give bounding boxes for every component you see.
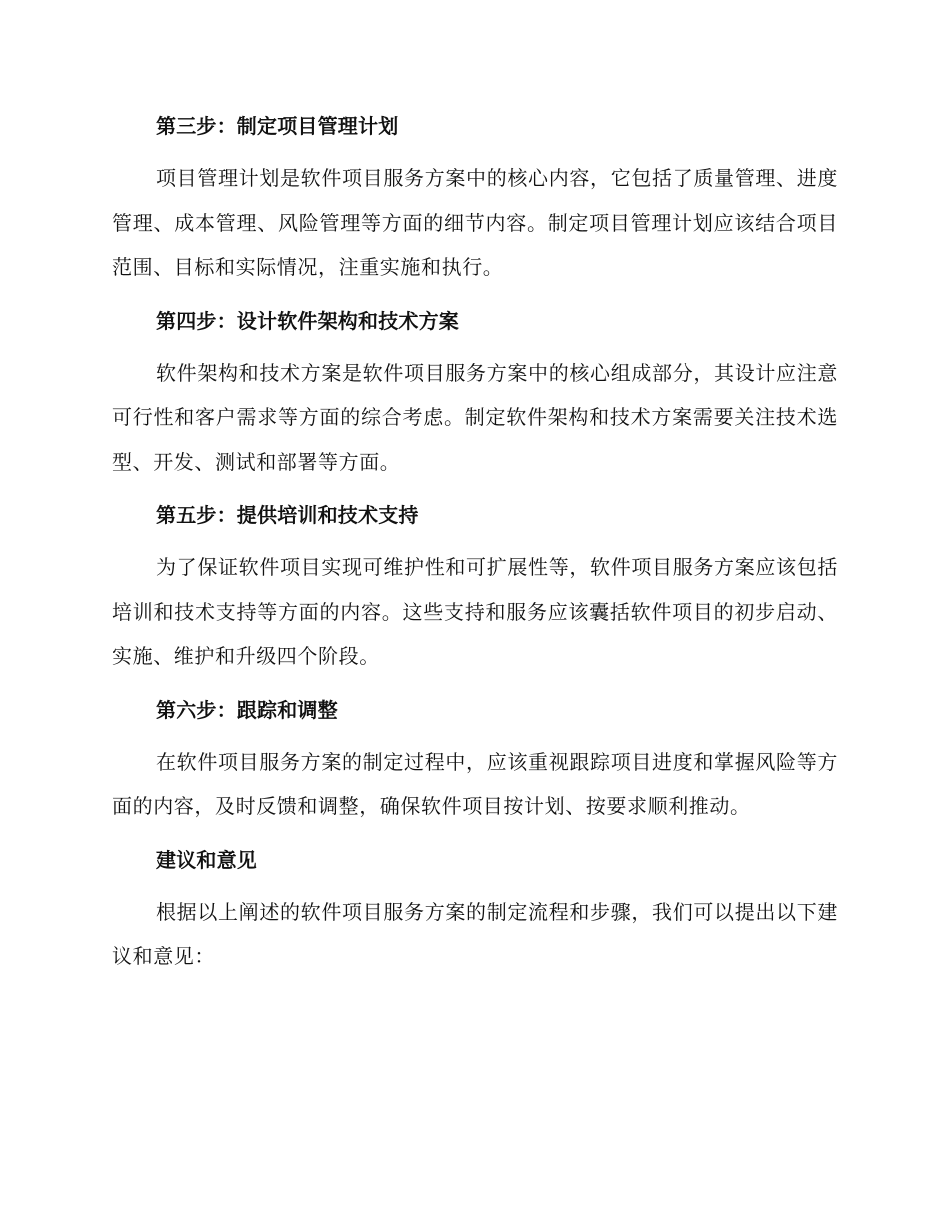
- section-heading-suggestions: 建议和意见: [156, 847, 257, 872]
- section-heading-step-6: 第六步：跟踪和调整: [156, 697, 338, 722]
- section-heading-step-4: 第四步：设计软件架构和技术方案: [156, 308, 459, 333]
- section-paragraph-suggestions: 根据以上阐述的软件项目服务方案的制定流程和步骤，我们可以提出以下建议和意见：: [112, 899, 838, 968]
- section-paragraph-step-6: 在软件项目服务方案的制定过程中，应该重视跟踪项目进度和掌握风险等方面的内容，及时反馈和调整，确保软件项目按计划、按要求顺利推动。: [112, 749, 838, 818]
- section-paragraph-step-3: 项目管理计划是软件项目服务方案中的核心内容，它包括了质量管理、进度管理、成本管理、风险管理等方面的细节内容。制定项目管理计划应该结合项目范围、目标和实际情况，注重实施和执行。: [112, 166, 838, 279]
- section-paragraph-step-4: 软件架构和技术方案是软件项目服务方案中的核心组成部分，其设计应注意可行性和客户需求等方面的综合考虑。制定软件架构和技术方案需要关注技术选型、开发、测试和部署等方面。: [112, 360, 838, 474]
- section-paragraph-step-5: 为了保证软件项目实现可维护性和可扩展性等，软件项目服务方案应该包括培训和技术支持等方面的内容。这些支持和服务应该囊括软件项目的初步启动、实施、维护和升级四个阶段。: [112, 555, 838, 668]
- section-heading-step-3: 第三步：制定项目管理计划: [156, 114, 399, 138]
- section-heading-step-5: 第五步：提供培训和技术支持: [156, 503, 419, 527]
